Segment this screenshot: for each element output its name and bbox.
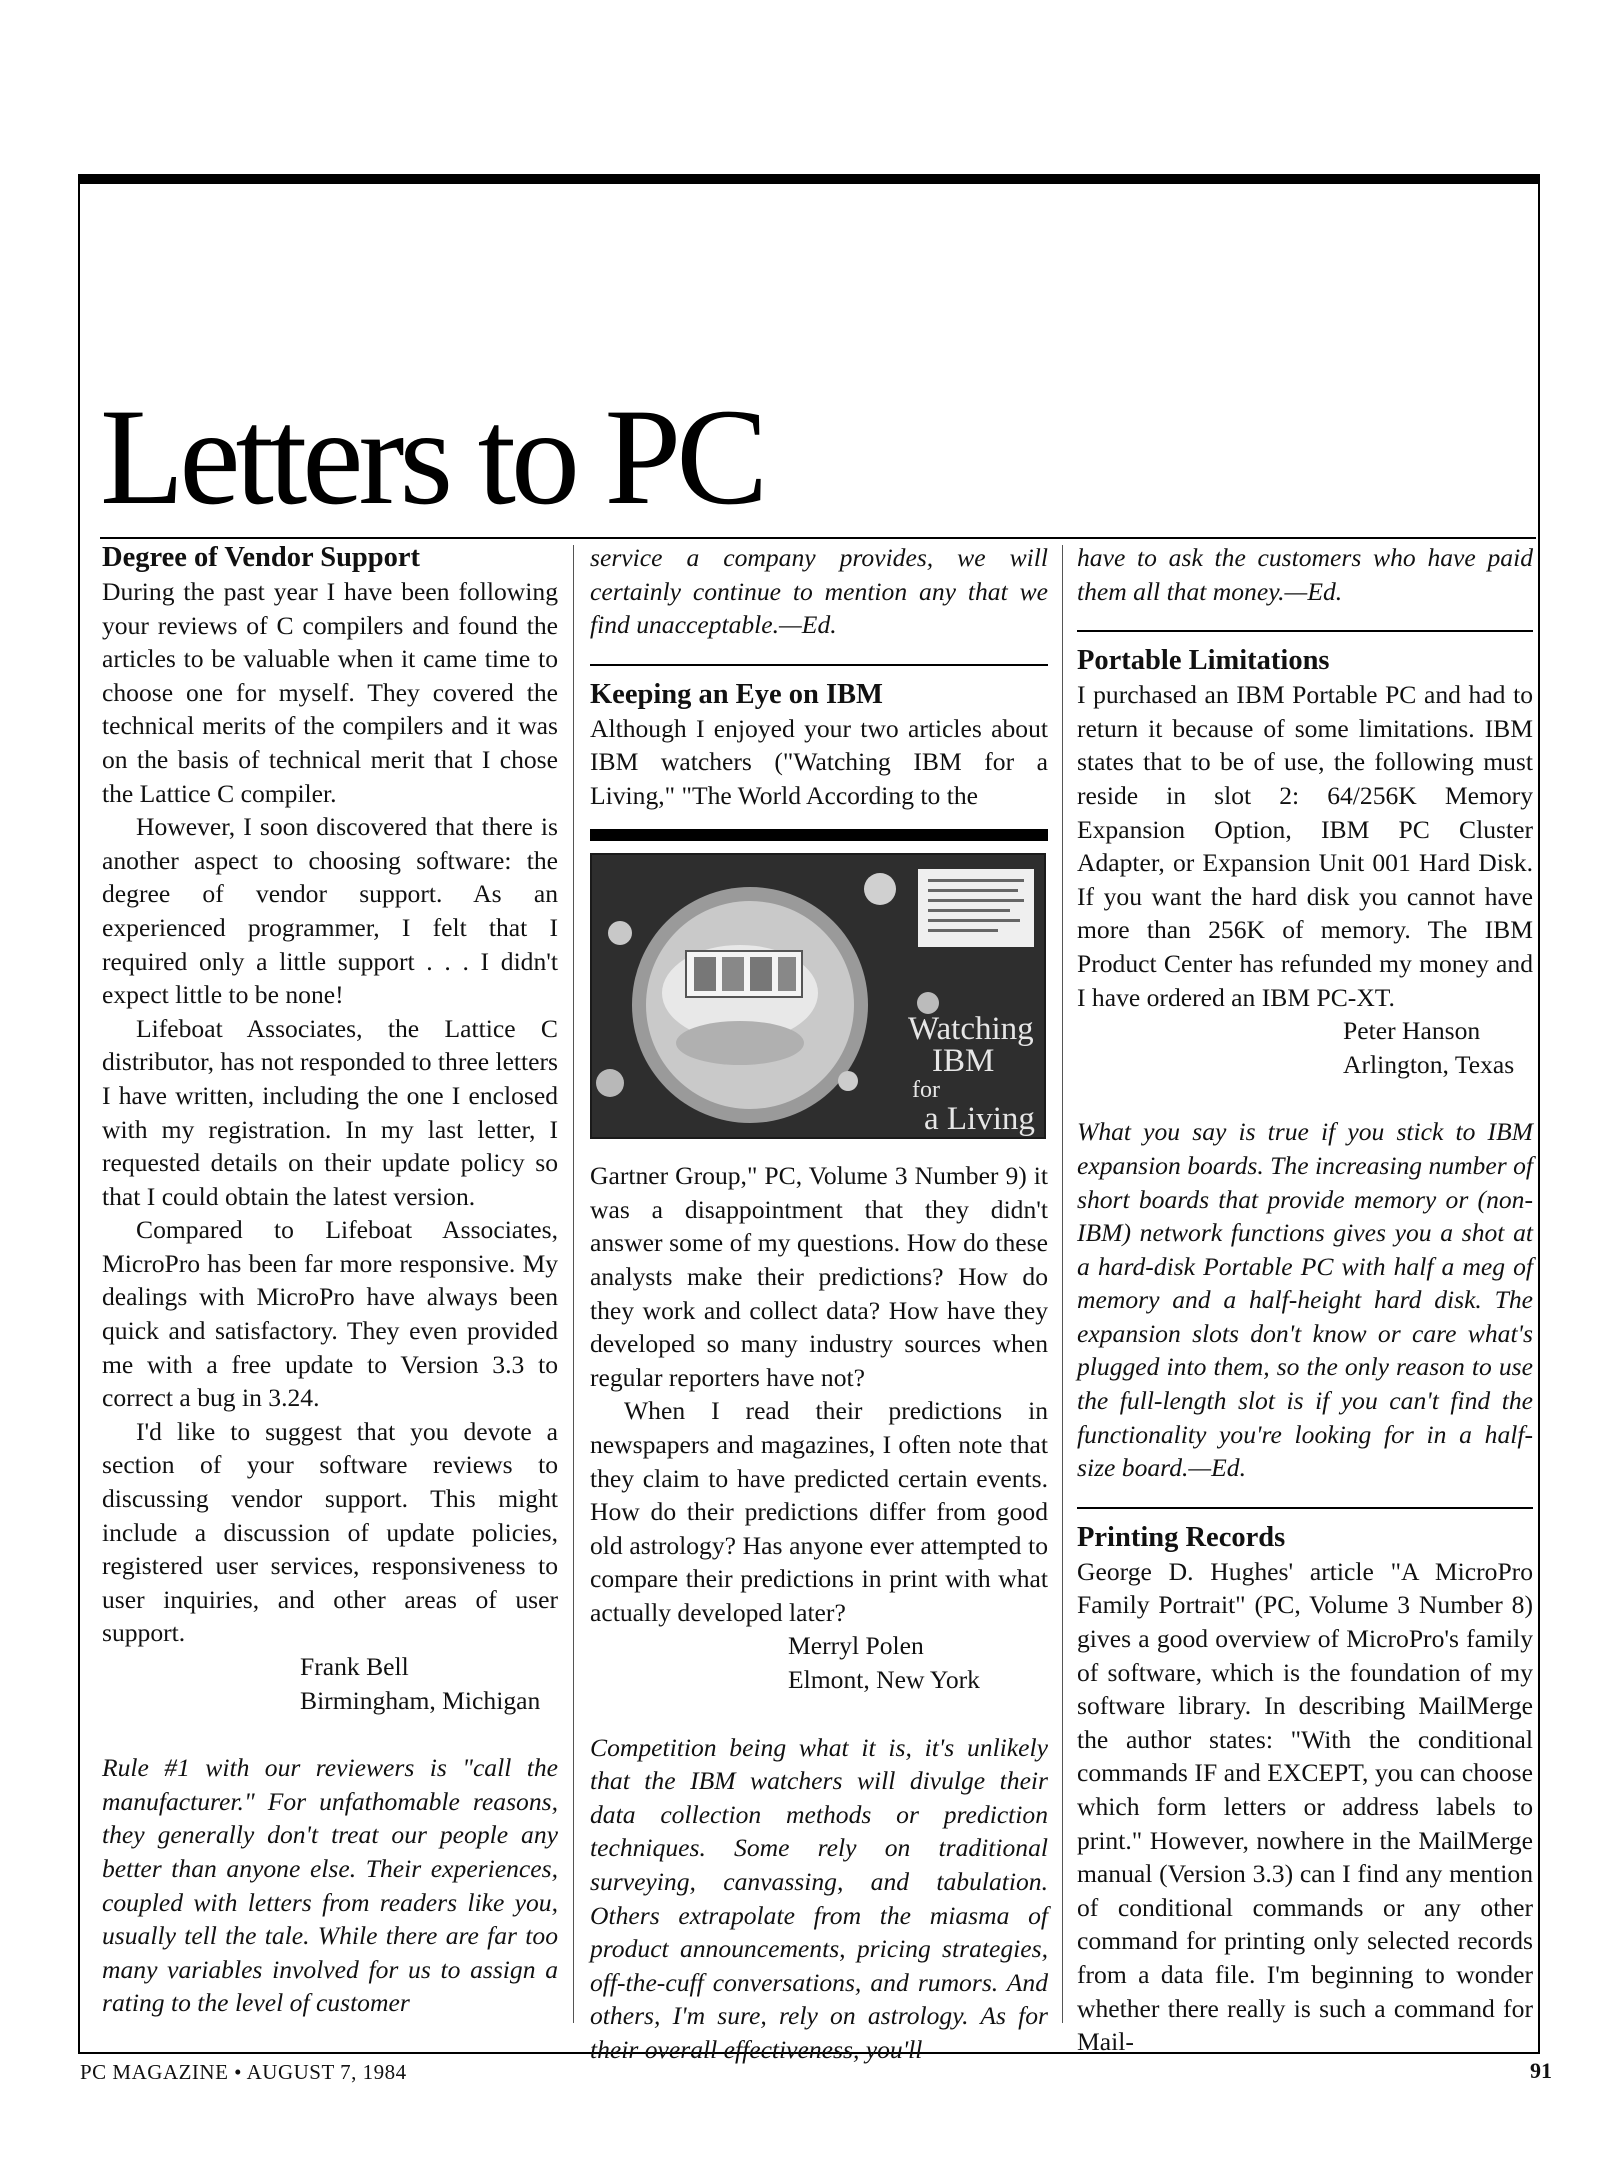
illustration-bar	[590, 829, 1048, 841]
editor-reply: Rule #1 with our reviewers is "call the manufacturer." For unfathomable reasons, they generally don't treat our people any better than anyone else. Their experiences, coupled with letters from readers like you, usually tell the tale. While there are far too many variables involved for us to assign a rating to the level of customer	[102, 1753, 558, 2018]
section-heading: Degree of Vendor Support	[102, 542, 421, 573]
illustration-caption: Watching	[908, 1010, 1034, 1047]
letter-paragraph: Although I enjoyed your two articles about IBM watchers ("Watching IBM for a Living," "The World According to the	[590, 713, 1048, 810]
letter-paragraph: I'd like to suggest that you devote a section of your software reviews to discussing vendor support. This might include a discussion of update policies, registered user services, responsiveness to user inquiries, and other areas of user support.	[102, 1416, 558, 1648]
letter-paragraph: Lifeboat Associates, the Lattice C distributor, has not responded to three letters I have written, including the one I enclosed with my registration. In my last letter, I requested details on their update policy so that I could obtain the latest version.	[102, 1013, 559, 1211]
editor-reply-continued: service a company provides, we will certainly continue to mention any that we find unacceptable.—Ed.	[590, 543, 1048, 640]
section-rule	[590, 664, 1048, 666]
editor-reply: What you say is true if you stick to IBM expansion boards. The increasing number of short boards that provide memory or (non-IBM) network functions gives you a shot at a hard-disk Portable PC with half a meg of memory and a half-height hard disk. The expansion slots don't know or care what's plugged into them, so the only reason to use the full-length slot is if you can't find the functionality you're looking for in a half-size board.—Ed.	[1077, 1117, 1533, 1483]
page-title: Letters to PC	[100, 380, 764, 533]
letter-paragraph: I purchased an IBM Portable PC and had to return it because of some limitations. IBM states that to be of use, the following must reside in slot 2: 64/256K Memory Expansion Option, IBM PC Cluster Adapter, or Expansion Unit 001 Hard Disk. If you want the hard disk you cannot have more than 256K of memory. The IBM Product Center has refunded my money and I have ordered an IBM PC-XT.	[1077, 680, 1533, 1012]
letter-paragraph: During the past year I have been following your reviews of C compilers and found the articles to be valuable when it came time to choose one for myself. They covered the technical merits of the compilers and it was on the basis of technical merit that I chose the Lattice C compiler.	[102, 577, 558, 808]
illustration-caption: for	[912, 1076, 940, 1103]
editor-reply-continued: have to ask the customers who have paid them all that money.—Ed.	[1077, 543, 1533, 606]
page-number: 91	[1530, 2058, 1552, 2083]
footer-magazine-date: PC MAGAZINE • AUGUST 7, 1984	[80, 2060, 407, 2084]
section-rule	[1077, 1507, 1533, 1509]
signature-location: Elmont, New York	[788, 1665, 980, 1695]
editor-reply: Competition being what it is, it's unlikely that the IBM watchers will divulge their data collection methods or prediction techniques. Some rely on traditional surveying, canvassing, and tabulation. Others extrapolate from the miasma of product announcements, pricing strategies, off-the-cuff conversations, and rumors. And others, I'm sure, rely on astrology. As for their overall effectiveness, you'll	[590, 1732, 1048, 2064]
illustration-caption: IBM	[932, 1042, 995, 1079]
section-heading: Keeping an Eye on IBM	[590, 678, 883, 710]
column-1	[102, 541, 558, 2031]
column-divider	[1062, 545, 1063, 2023]
letter-paragraph: When I read their predictions in newspapers and magazines, I often note that they claim to have predicted certain events. How do their predictions differ from good old astrology? Has anyone ever attempted to compare their predictions in print with what actually developed later?	[590, 1396, 1048, 1627]
column-2	[590, 541, 1048, 2064]
section-rule	[1077, 630, 1533, 632]
letter-paragraph: George D. Hughes' article "A MicroPro Family Portrait" (PC, Volume 3 Number 8) gives a good overview of MicroPro's family of software, which is the foundation of my software library. In describing MailMerge the author states: "With the conditional commands IF and EXCEPT, you can choose which form letters or address labels to print." However, nowhere in the MailMerge manual (Version 3.3) can I find any mention of conditional commands or any other command for printing only selected records from a data file. I'm beginning to wonder whether there really is such a command for Mail-	[1077, 1556, 1533, 2057]
letter-paragraph: Compared to Lifeboat Associates, MicroPro has been far more responsive. My dealings with MicroPro have always been quick and satisfactory. They even provided me with a free update to Version 3.3 to correct a bug in 3.24.	[102, 1215, 558, 1413]
section-heading: Portable Limitations	[1077, 645, 1330, 677]
signature-location: Arlington, Texas	[1343, 1049, 1515, 1079]
title-rule	[100, 537, 1536, 539]
letter-paragraph: Gartner Group," PC, Volume 3 Number 9) it was a disappointment that they didn't answer some of my questions. How do these analysts make their predictions? How do they work and collect data? How have they developed so many industry sources when regular reporters have not?	[590, 1161, 1048, 1392]
signature-name: Merryl Polen	[788, 1631, 924, 1661]
watching-ibm-illustration	[590, 853, 1046, 1139]
section-heading: Printing Records	[1077, 1521, 1286, 1553]
letter-paragraph: However, I soon discovered that there is another aspect to choosing software: the degree of vendor support. As an experienced programmer, I felt that I required only a little support . . . I didn't expect little to be none!	[102, 812, 558, 1010]
signature-location: Birmingham, Michigan	[300, 1685, 541, 1715]
column-3	[1077, 541, 1533, 2057]
signature-name: Peter Hanson	[1343, 1016, 1481, 1046]
illustration-caption: a Living	[924, 1100, 1035, 1137]
signature-name: Frank Bell	[300, 1652, 409, 1681]
column-divider	[573, 545, 574, 2023]
